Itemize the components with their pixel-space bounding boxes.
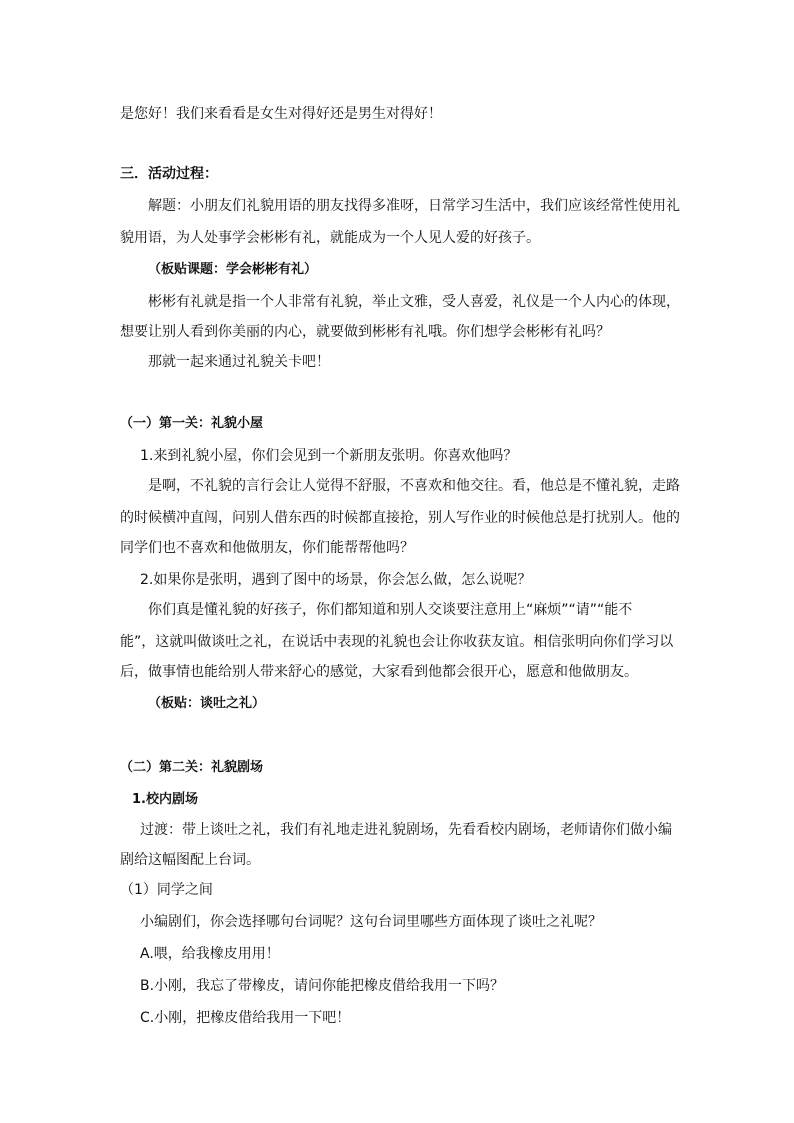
paragraph-line: 那就一起来通过礼貌关卡吧！ xyxy=(148,354,330,370)
paragraph-line: 过渡：带上谈吐之礼，我们有礼地走进礼貌剧场，先看看校内剧场，老师请你们做小编 xyxy=(140,822,672,838)
list-heading: （1）同学之间 xyxy=(120,882,213,898)
paragraph-line: 同学们也不喜欢和他做朋友，你们能帮帮他吗？ xyxy=(120,540,414,556)
subsection-heading: （一）第一关：礼貌小屋 xyxy=(120,416,264,431)
numbered-item: 2.如果你是张明，遇到了图中的场景，你会怎么做，怎么说呢？ xyxy=(140,572,532,588)
option-item: C.小刚，把橡皮借给我用一下吧！ xyxy=(140,1010,351,1026)
paragraph-line: 剧给这幅图配上台词。 xyxy=(120,852,260,868)
paragraph-line: 是啊，不礼貌的言行会让人觉得不舒服，不喜欢和他交往。看，他总是不懂礼貌，走路 xyxy=(148,478,680,494)
paragraph-line: 你们真是懂礼貌的好孩子，你们都知道和别人交谈要注意用上“麻烦”“请”“能不 xyxy=(148,602,633,618)
section-heading: 三．活动过程： xyxy=(120,166,218,182)
option-item: A.喂，给我橡皮用用！ xyxy=(140,946,280,962)
paragraph-line: 貌用语，为人处事学会彬彬有礼，就能成为一个人见人爱的好孩子。 xyxy=(120,230,540,246)
numbered-item: 1.校内剧场 xyxy=(132,792,198,807)
board-note: （板贴：谈吐之礼） xyxy=(148,696,266,711)
paragraph-line: 的时候横冲直闯，问别人借东西的时候都直接抢，别人写作业的时候他总是打扰别人。他的 xyxy=(120,510,680,526)
subsection-heading: （二）第二关：礼貌剧场 xyxy=(120,760,264,775)
text-line: 是您好！我们来看看是女生对得好还是男生对得好！ xyxy=(120,106,442,122)
paragraph-line: 后，做事情也能给别人带来舒心的感觉，大家看到他都会很开心，愿意和他做朋友。 xyxy=(120,664,638,680)
paragraph-line: 能”，这就叫做谈吐之礼，在说话中表现的礼貌也会让你收获友谊。相信张明向你们学习以 xyxy=(120,634,674,650)
paragraph-line: 彬彬有礼就是指一个人非常有礼貌，举止文雅，受人喜爱，礼仪是一个人内心的体现， xyxy=(148,294,680,310)
numbered-item: 1.来到礼貌小屋，你们会见到一个新朋友张明。你喜欢他吗？ xyxy=(140,448,518,464)
board-note: （板贴课题：学会彬彬有礼） xyxy=(148,262,318,277)
paragraph-line: 小编剧们，你会选择哪句台词呢？这句台词里哪些方面体现了谈吐之礼呢？ xyxy=(140,914,602,930)
option-item: B.小刚，我忘了带橡皮，请问你能把橡皮借给我用一下吗？ xyxy=(140,978,505,994)
paragraph-line: 想要让别人看到你美丽的内心，就要做到彬彬有礼哦。你们想学会彬彬有礼吗？ xyxy=(120,324,610,340)
paragraph-line: 解题：小朋友们礼貌用语的朋友找得多准呀，日常学习生活中，我们应该经常性使用礼 xyxy=(148,198,680,214)
